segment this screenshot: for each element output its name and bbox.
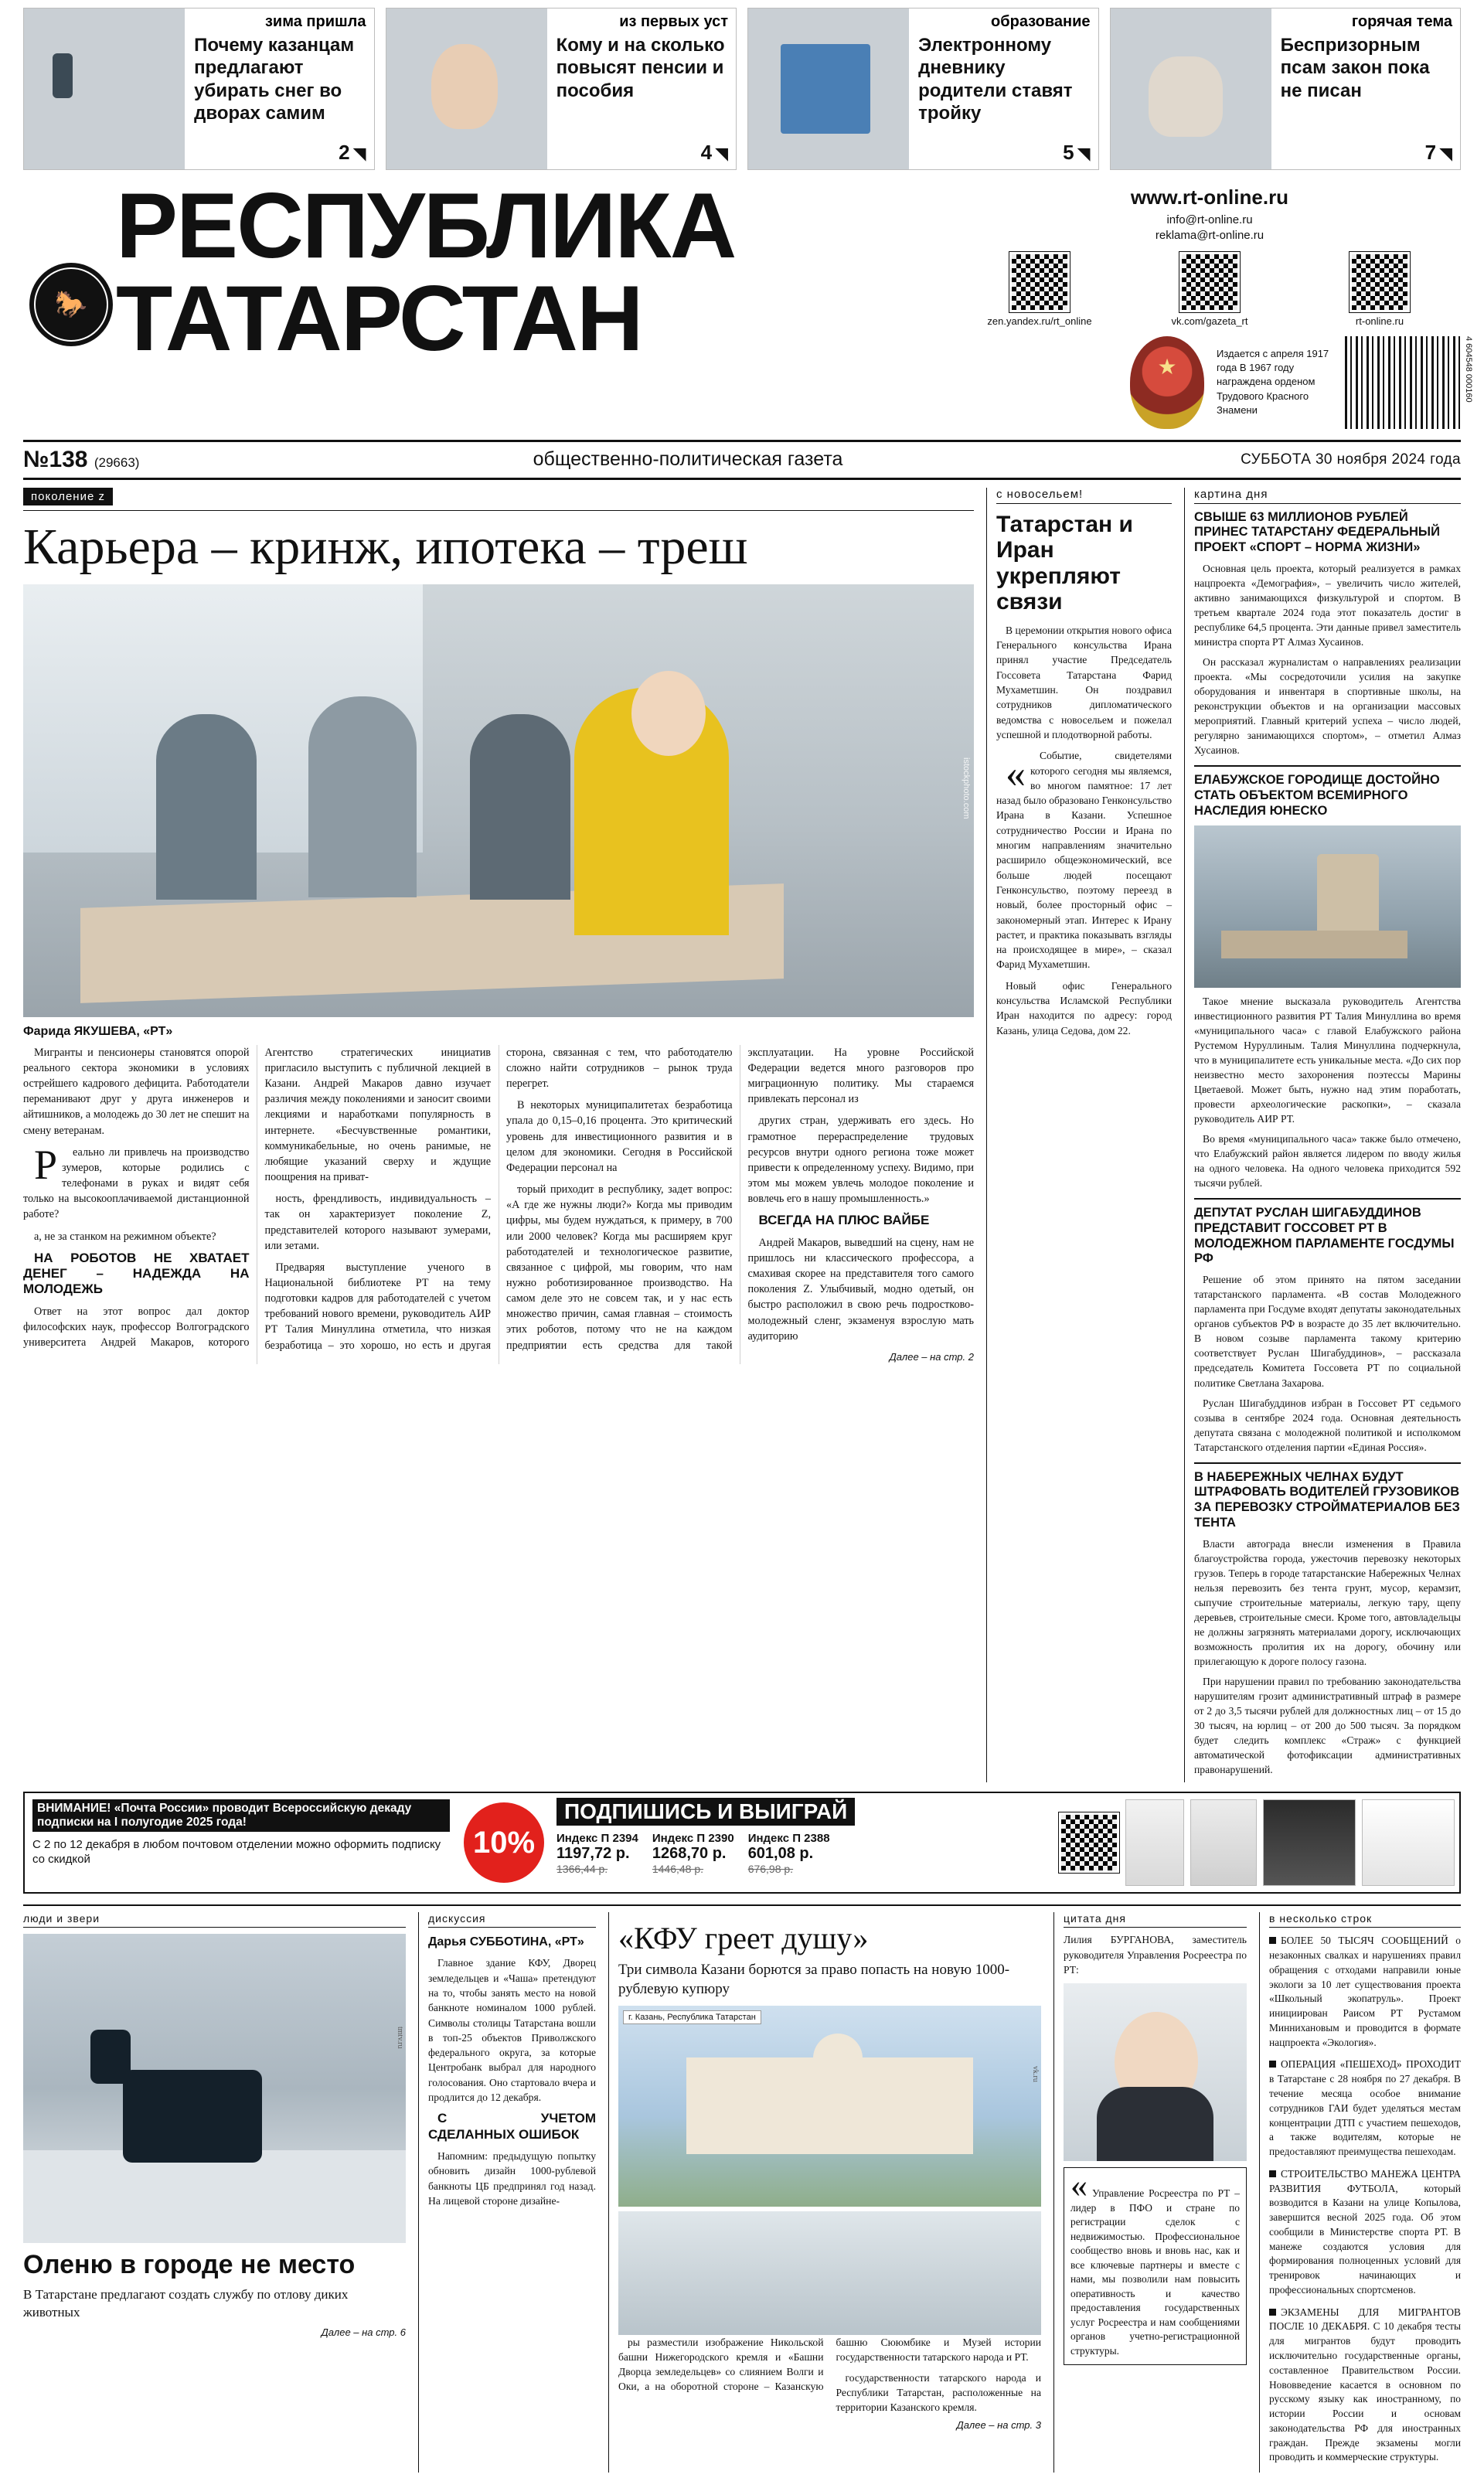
barcode-icon (1345, 335, 1473, 429)
masthead (23, 174, 1473, 429)
lead-para: Реально ли привлечь на производство зумеров, которые родились с телефонами в руках и видят себя только на высокооплачиваемой дистанционной работе? (23, 1141, 250, 1221)
teaser-title: Кому и на сколько повысят пенсии и пособия (556, 35, 725, 101)
bullet-square-icon (1269, 2170, 1276, 2177)
mid-body (996, 623, 1172, 1038)
discount-badge: 10% (464, 1802, 544, 1883)
email-info[interactable]: info@rt-online.ru (1166, 213, 1253, 226)
teaser-page-number: 5 ◥ (1063, 141, 1091, 164)
masthead-badges (958, 335, 1473, 429)
brief-item: СТРОИТЕЛЬСТВО МАНЕЖА ЦЕНТРА РАЗВИТИЯ ФУТБОЛА, который возводится в Казани на улице Копылова, завершится весной 2025 года. Об этом сообщили в Министерстве спорта РТ. В манеже создаются условия для формирования полноценных условий для тренировок начинающих и профессиональных спортсменов. (1269, 2167, 1461, 2296)
discussion-column (418, 1912, 596, 2473)
brief-item: ОПЕРАЦИЯ «ПЕШЕХОД» ПРОХОДИТ в Татарстане с 28 ноября по 27 декабря. В течение месяца особое внимание сотрудников ГАИ будет уделяться местам концентрации ДТП с участием пешеходов, а также водителям, которые не предоставляют преимущества пешеходам. (1269, 2058, 1461, 2158)
banknote-photo (618, 2211, 1041, 2335)
news-item-elabuga: ЕЛАБУЖСКОЕ ГОРОДИЩЕ ДОСТОЙНО СТАТЬ ОБЪЕКТОМ ВСЕМИРНОГО НАСЛЕДИЯ ЮНЕСКО Такое мнение высказала руководитель Агентства инвестиционного развития РТ Талия Минуллина во время «муниципального часа» с главой Елабужского района Рустемом Нуруллиным. Талия Минуллина подчеркнула, что в муниципалитете есть уникальные места. «До сих пор неизвестно место захоронения поэтессы Марины Цветаевой. Может быть, нужно над этим поработать, провести археологические раскопки», – сказала руководитель АИР РТ. Во время «муниципального часа» также было отмечено, что Елабужский район является лидером по вводу жилья на одного человека. На одного человека приходится 592 тысячи рублей. (1194, 773, 1461, 1190)
discussion-para: Главное здание КФУ, Дворец земледельцев и «Чаша» претендуют на то, чтобы занять место на новой банкноте номиналом 1000 рублей. Символы столицы Татарстана вошли в топ-25 объектов Приволжского федерального округа, за которые Центробанк выбрал для народного голосования. Оно стартовало вчера и продлится до 12 декабря. (428, 1957, 596, 2104)
kfu-building-photo (618, 2006, 1041, 2207)
corner-arrow-icon: ◥ (352, 144, 366, 163)
lower-section (23, 1904, 1461, 2473)
kfu-headline: «КФУ греет душу» (618, 1921, 869, 1956)
paper-type: общественно-политическая газета (533, 448, 843, 470)
lead-story (23, 488, 974, 1783)
lead-para: ность, френдливость, индивидуальность – так он характеризует поколение Z, представителей которого называют зумерами, или зетами. (264, 1193, 491, 1252)
teaser-photo-dog (1111, 9, 1271, 169)
teaser-rubric: образование (991, 13, 1091, 30)
corner-arrow-icon: ◥ (1077, 144, 1091, 163)
news-item-sport: СВЫШЕ 63 МИЛЛИОНОВ РУБЛЕЙ ПРИНЕС ТАТАРСТАНУ ФЕДЕРАЛЬНЫЙ ПРОЕКТ «СПОРТ – НОРМА ЖИЗНИ» Основная цель проекта, который реализуется в рамках нацпроекта «Демография», – увеличить число жителей, активно занимающихся физкультурой и спортом. В третьем квартале 2024 года этот показатель достиг в республике 64,5 процента. Эти данные привел заместитель министра спорта РТ Алмаз Хусаинов. Он рассказал журналистам о направлениях реализации проекта. «Мы сосредоточили усилия на закупке оборудования и инвентаря в спортивные школы, на реконструкции объектов и на организации массовых мероприятий. Главный критерий успеха – число людей, регулярно занимающихся спортом», – отметил Алмаз Хусаинов. (1194, 509, 1461, 757)
lead-rubric: поколение z (23, 488, 113, 505)
elabuga-tower-photo (1194, 825, 1461, 988)
order-medal-icon: ★ (1130, 336, 1204, 429)
teaser-card[interactable] (1110, 8, 1462, 170)
index-item[interactable]: Индекс П 2388 601,08 р. 676,98 р. (747, 1832, 830, 1876)
picture-of-day (1184, 488, 1461, 1783)
teaser-card[interactable] (747, 8, 1099, 170)
teaser-title: Почему казанцам предлагают убирать снег во дворах самим (194, 35, 355, 124)
publication-note: Издается с апреля 1917 года В 1967 году награждена орденом Трудового Красного Знамени (1217, 348, 1329, 416)
photo-credit: istockphoto.com (962, 757, 971, 819)
teaser-rubric: горячая тема (1351, 13, 1452, 30)
prize-mixer-icon (1190, 1799, 1257, 1886)
lead-subhead-2: ВСЕГДА НА ПЛЮС ВАЙБЕ (758, 1213, 930, 1228)
teaser-photo-snow (24, 9, 185, 169)
discussion-subhead: С УЧЕТОМ СДЕЛАННЫХ ОШИБОК (428, 2111, 596, 2142)
kfu-story (608, 1912, 1041, 2473)
deer-continue[interactable]: Далее – на стр. 6 (321, 2326, 406, 2338)
masthead-line-1: РЕСПУБЛИКА (116, 174, 736, 277)
deer-rubric: люди и звери (23, 1912, 406, 1928)
prize-tv-icon (1263, 1799, 1356, 1886)
quote-rubric: цитата дня (1064, 1912, 1247, 1928)
masthead-line-2: ТАТАРСТАН (116, 267, 642, 370)
banner-attention: ВНИМАНИЕ! «Почта России» проводит Всероссийскую декаду подписки на I полугодие 2025 года! (32, 1799, 450, 1832)
teaser-page-number: 7 ◥ (1424, 141, 1452, 164)
qr-site[interactable]: rt-online.ru (1298, 252, 1461, 327)
teaser-card[interactable] (386, 8, 737, 170)
mid-quote: « Событие, свидетелями которого сегодня мы являемся, во многом памятное: 17 лет назад было образовано Генконсульство Ирана в Казани. Успешное сотрудничество России и Ирана по многим направлениям значительно расширило общеэкономический, все больше людей посещают Генконсульство, поэтому переезд в новый, более просторный офис – закономерный этап. Интерес к Ирану растет, и практика показывать взгляды на происходящее в мире», – сказал Фарид Мухаметшин. (996, 750, 1172, 971)
news-item-trucks: В НАБЕРЕЖНЫХ ЧЕЛНАХ БУДУТ ШТРАФОВАТЬ ВОДИТЕЛЕЙ ГРУЗОВИКОВ ЗА ПЕРЕВОЗКУ СТРОЙМАТЕРИАЛОВ БЕЗ ТЕНТА Власти автограда внесли изменения в Правила благоустройства города, ужесточив перевозку некоторых грузов. Теперь в городе татарстанские Набережных Челнах нельзя перевозить без тента грунт, мусор, керамзит, сыпучие строительные материалы, легкую тару, щепу деревьев, строительные смеси. Кроме того, автовладельцы не должны загрязнять материалами дорогу, исключающих возможность пролития их на дорогу, обочину или прилегающую к дороге полосу газона. При нарушении правил по требованию законодательства нарушителям грозит административный штраф в размере от 2 до 3,5 тысячи рублей для должностных лиц – от 15 до 30 тысяч, на юрлиц – от 200 до 500 тысяч. За порядком будет следить комплекс «Страж» с функцией автоматической фотофиксации административных правонарушений. (1194, 1469, 1461, 1776)
lead-para: а, не за станком на режимном объекте? (34, 1230, 216, 1243)
index-item[interactable]: Индекс П 2394 1197,72 р. 1366,44 р. (556, 1832, 638, 1876)
pegasus-emblem-icon: 🐎 (29, 263, 113, 346)
website-url[interactable]: www.rt-online.ru (1130, 185, 1289, 209)
teaser-title: Беспризорным псам закон пока не писан (1280, 35, 1430, 101)
discussion-rubric: дискуссия (428, 1912, 596, 1928)
teaser-rubric: из первых уст (619, 13, 728, 30)
teaser-title: Электронному дневнику родители ставят тройку (918, 35, 1073, 124)
mid-para: Новый офис Генерального консульства Исламской Республики Иран находится по адресу: город Казань, улица Седова, дом 22. (996, 979, 1172, 1036)
corner-arrow-icon: ◥ (1439, 144, 1452, 163)
lead-para: других стран, удерживать его здесь. Но грамотное перераспределение трудовых ресурсов внутри одного региона тоже может привести к определенному успеху. Видимо, при этом мы можем увлечь молодое поколение и вовлечь его в нашу промышленность.» (747, 1115, 974, 1206)
briefs-column (1259, 1912, 1461, 2473)
bullet-square-icon (1269, 2061, 1276, 2068)
qr-zen[interactable]: zen.yandex.ru/rt_online (958, 252, 1121, 327)
teaser-photo-woman (386, 9, 547, 169)
brief-item: БОЛЕЕ 50 ТЫСЯЧ СООБЩЕНИЙ о незаконных свалках и нарушениях правил обращения с отходами направили юные экологи за 10 лет существования проекта «Школьный экопатруль». Проект инициирован Раисом РТ Рустамом Миннихановым и проводится в формате нацпроекта «Экология». (1269, 1935, 1461, 2048)
lead-body-columns (23, 1045, 974, 1365)
quote-mark-icon: « (1070, 2166, 1087, 2205)
lead-rubric-wrap (23, 488, 974, 511)
brief-item: ЭКЗАМЕНЫ ДЛЯ МИГРАНТОВ ПОСЛЕ 10 ДЕКАБРЯ. С 10 декабря тесты для мигрантов будут проводить исключительно государственные органы, составленное Правительством России. Нововведение касается в основном по русскому языку как иностранному, по истории России и основам законодательства РФ для иностранных граждан. Прежде экзамены могли проводить и коммерческие структуры. (1269, 2306, 1461, 2463)
qr-code-icon (1179, 252, 1240, 312)
teaser-rubric: зима пришла (264, 13, 366, 30)
mid-headline: Татарстан и Иран укрепляют связи (996, 511, 1133, 615)
news-item-deputy: ДЕПУТАТ РУСЛАН ШИГАБУДДИНОВ ПРЕДСТАВИТ ГОССОВЕТ РТ В МОЛОДЕЖНОМ ПАРЛАМЕНТЕ ГОСДУМЫ РФ Решение об этом принято на пятом заседании татарстанского парламента. «В состав Молодежного парламента при Госдуме входят депутаты законодательных органов субъектов РФ в возрасте до 35 лет включительно. В новом созыве парламента такому критерию соответствует Руслан Шигабуддинов», – рассказала председатель Комитета Госсовета РТ по социальной политике Светлана Захарова. Руслан Шигабуддинов избран в Госсовет РТ седьмого созыва в сентябре 2024 года. Основная деятельность депутата связана с молодежной политикой и исполкомом Татарстанского отделения партии «Единая Россия». (1194, 1206, 1461, 1453)
right-rubric: картина дня (1194, 488, 1461, 504)
kfu-subhead: Три символа Казани борются за право попасть на новую 1000-рублевую купюру (618, 1962, 1010, 1998)
quote-of-day (1053, 1912, 1247, 2473)
prize-newspaper-icon (1362, 1799, 1455, 1886)
quote-mark-icon: « (1006, 752, 1026, 797)
index-item[interactable]: Индекс П 2390 1268,70 р. 1446,48 р. (652, 1832, 734, 1876)
qr-row (958, 252, 1461, 327)
deer-story (23, 1912, 406, 2473)
issue-number: №138 (29663) (23, 446, 140, 472)
qr-code-icon[interactable] (1059, 1812, 1119, 1873)
lead-para: Ответ на этот вопрос дал доктор философских наук, профессор Волгоградского университета Андрей Макаров, которого Агентство стратегических инициатив пригласило выступить с публичной лекцией в Казани. Андрей Макаров давно изучает различия между поколениями и заносит своими лекциями и наработками популярность в интернете. «Бесчувственные романтики, коммуникабельные, но очень ранимые, не любящие указаний сверху и ждущие поощрения на приват- (23, 1046, 491, 1350)
banner-subtext: С 2 по 12 декабря в любом почтовом отделении можно оформить подписку со скидкой (32, 1838, 441, 1867)
deer-photo (23, 1934, 406, 2243)
issue-date: СУББОТА 30 ноября 2024 года (1241, 451, 1461, 468)
lead-photo (23, 584, 974, 1017)
banner-win-label: ПОДПИШИСЬ И ВЫИГРАЙ (556, 1798, 855, 1826)
quote-author: Лилия БУРГАНОВА, заместитель руководителя Управления Росреестра по РТ: (1064, 1934, 1247, 1976)
corner-arrow-icon: ◥ (715, 144, 728, 163)
briefs-rubric: в несколько строк (1269, 1912, 1461, 1928)
bullet-square-icon (1269, 2309, 1276, 2316)
lead-intro: Мигранты и пенсионеры становятся опорой реального сектора экономики в условиях острейшего кадрового дефицита. Работодатели переманивают друг у друга инженеров и айтишников, а молодежь до 30 лет не спешит на смену ветеранам. (23, 1046, 250, 1137)
lead-headline: Карьера – кринж, ипотека – треш (23, 518, 748, 575)
main-grid (23, 488, 1461, 1783)
quote-portrait-photo (1064, 1983, 1247, 2161)
banner-prizes (1054, 1793, 1459, 1892)
deer-headline: Оленю в городе не место (23, 2250, 356, 2280)
lead-para: Предваряя выступление ученого в Национальной библиотеке РТ на тему подготовки кадров для работодателей с учетом требований нового времени, руководитель АИР РТ Талия Минуллина отметила, что низкая безработица – это хорошо, но есть и другая сторона, связанная с тем, что работодателю сложно найти сотрудников – рынок труда перегрет. (264, 1046, 733, 1352)
lead-para: В некоторых муниципалитетах безработица упала до 0,15–0,16 процента. Это критический уровень для инвестиционного развития и в целом для экономики. Сегодня в Российской Федерации персонал на (506, 1099, 733, 1174)
kfu-continue[interactable]: Далее – на стр. 3 (956, 2418, 1041, 2431)
subscription-banner[interactable] (23, 1792, 1461, 1894)
photo-credit: vk.ru (1031, 2065, 1040, 2082)
email-reklama[interactable]: reklama@rt-online.ru (1155, 229, 1264, 243)
teaser-page-number: 4 ◥ (700, 141, 728, 164)
qr-code-icon (1350, 252, 1410, 312)
lead-para: торый приходит в республику, задет вопрос: «А где же нужны люди?» Когда мы приводим цифры, мы будем нуждаться, к примеру, в 700 или 2000 человек? Когда мы расширяем круг работодателей и технологическое развитие, связанное с цифрой, мы говорим, что нам нужно роботизированное производство. На самом деле это не совсем так, и у нас есть множество причин, самая главная – стоимость этих роботов, потому что не на каждом предприятии есть средства для такой эксплуатации. На уровне Российской Федерации ведется много разговоров про миграционную политику. Мы стараемся привлекать персонал из (506, 1046, 974, 1352)
issue-bar (23, 440, 1461, 480)
quote-text-block: « Управление Росреестра по РТ – лидер в ПФО и стране по регистрации сделок с недвижимостью. Профессиональное сообщество вновь и вновь нас, как и все ключевые партнеры и вместе с нами, мы позволили нам повысить оперативность и качество предоставления государственных услуг Росреестра и нам сообщениями органов учетно-регистрационной структуры. (1064, 2167, 1247, 2365)
discussion-para: Напомним: предыдущую попытку обновить дизайн 1000-рублевой банкноты ЦБ предпринял год назад. На лицевой стороне дизайне- (428, 2150, 596, 2207)
deer-subhead: В Татарстане предлагают создать службу по отлову диких животных (23, 2286, 349, 2320)
photo-caption-tag: г. Казань, Республика Татарстан (623, 2010, 761, 2024)
top-teaser-strip (23, 0, 1461, 175)
qr-code-icon (1009, 252, 1070, 312)
qr-vk[interactable]: vk.com/gazeta_rt (1128, 252, 1291, 327)
bullet-square-icon (1269, 1937, 1276, 1944)
lead-para: Андрей Макаров, выведший на сцену, нам не пришлось ни классического профессора, а смахивая скорее на представителя того самого поколения Z. Улыбчивый, модно одетый, он быстро расположил в свою речь подростково-молодежный сленг, экзаменуя взрослую мать аудиторию (747, 1236, 974, 1343)
lead-subhead-1: НА РОБОТОВ НЕ ХВАТАЕТ ДЕНЕГ – НАДЕЖДА НА МОЛОДЕЖЬ (23, 1250, 250, 1297)
teaser-card[interactable] (23, 8, 375, 170)
prize-fridge-icon (1125, 1799, 1184, 1886)
contact-emails (958, 213, 1461, 244)
mid-rubric: с новосельем! (996, 488, 1172, 504)
lead-byline: Фарида ЯКУШЕВА, «РТ» (23, 1024, 173, 1038)
mid-para: В церемонии открытия нового офиса Генерального консульства Ирана принял участие Председатель Госсовета Татарстана Фарид Мухаметшин. Он поздравил сотрудников дипломатического ведомства с новосельем и пожелал успешной и плодотворной работы. (996, 624, 1172, 740)
kfu-body: ры разместили изображение Никольской башни Нижегородского кремля и «Башни Дворца земледельцев» со слиянием Волги и Оки, а на оборотной стороне – Казанскую башню Сююмбике и Музей истории государственности татарского народа и РТ. государственности татарского народа и Республики Татарстан, расположенные на территории Казанского кремля. (618, 2336, 1041, 2413)
teaser-page-number: 2 ◥ (339, 141, 366, 164)
subscription-index-list (556, 1832, 1048, 1875)
barcode-number: 4 604548 000160 (1464, 335, 1473, 403)
lead-continue[interactable]: Далее – на стр. 2 (889, 1350, 974, 1363)
iran-story (986, 488, 1172, 1783)
photo-credit: tmtv.ru (396, 2027, 404, 2049)
teaser-photo-tablet (748, 9, 909, 169)
discussion-byline: Дарья СУББОТИНА, «РТ» (428, 1935, 584, 1949)
